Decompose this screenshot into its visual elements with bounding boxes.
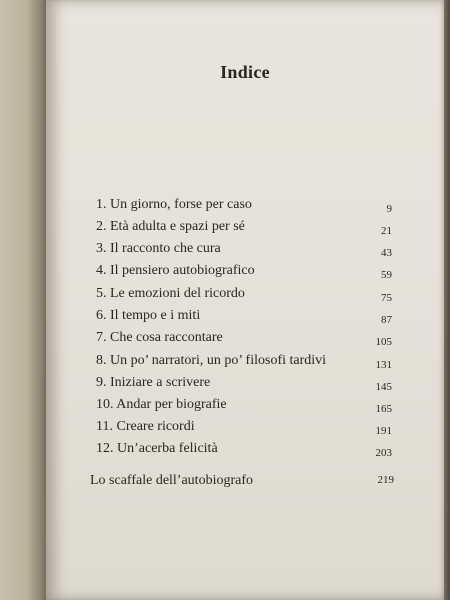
toc-entry-page: 75 — [381, 292, 392, 304]
toc-entry-page: 105 — [375, 336, 392, 348]
page-title: Indice — [220, 62, 270, 82]
toc-entry-page: 21 — [381, 225, 392, 237]
toc-entry-page: 203 — [375, 447, 392, 459]
toc-entry-label: 4. Il pensiero autobiografico — [96, 263, 255, 278]
toc-entry-page: 43 — [381, 247, 392, 259]
toc-entry-page: 59 — [381, 269, 392, 281]
toc-entry-label: 10. Andar per biografie — [96, 397, 227, 412]
toc-entry-page: 165 — [375, 403, 392, 415]
toc-entry — [96, 396, 392, 418]
toc-entry-page: 191 — [375, 425, 392, 437]
toc-entry — [96, 240, 392, 262]
toc-entry-label: Lo scaffale dell’autobiografo — [90, 473, 254, 488]
toc-entry-label: 1. Un giorno, forse per caso — [96, 197, 252, 212]
toc-entry-label: 8. Un po’ narratori, un po’ filosofi tardivi — [96, 353, 327, 368]
toc-entry-label: 9. Iniziare a scrivere — [96, 375, 211, 390]
toc-entry-page: 87 — [381, 314, 392, 326]
toc-entry — [96, 418, 392, 440]
toc-entry-label: 2. Età adulta e spazi per sé — [96, 219, 245, 234]
toc-entry — [96, 285, 392, 307]
toc-entry-label: 7. Che cosa raccontare — [96, 330, 223, 345]
toc-entry-page: 131 — [375, 359, 392, 371]
toc-entry — [96, 262, 392, 284]
toc-entry-label: 5. Le emozioni del ricordo — [96, 286, 245, 301]
toc-entry — [96, 329, 392, 351]
toc-entry-label: 3. Il racconto che cura — [96, 241, 221, 256]
toc-entry — [96, 352, 392, 374]
toc-entry-label: 11. Creare ricordi — [96, 419, 195, 434]
toc-entry-label: 12. Un’acerba felicità — [96, 441, 218, 456]
toc-entry-page: 219 — [377, 474, 394, 486]
toc-entry — [96, 307, 392, 329]
toc-entry — [96, 374, 392, 396]
toc-entry-page: 145 — [375, 381, 392, 393]
toc-entry-label: 6. Il tempo e i miti — [96, 308, 201, 323]
toc-entry-page: 9 — [386, 203, 392, 215]
toc-final-entry — [90, 472, 394, 494]
toc-entry — [96, 440, 392, 462]
toc-entry — [96, 218, 392, 240]
toc-entry — [96, 196, 392, 218]
